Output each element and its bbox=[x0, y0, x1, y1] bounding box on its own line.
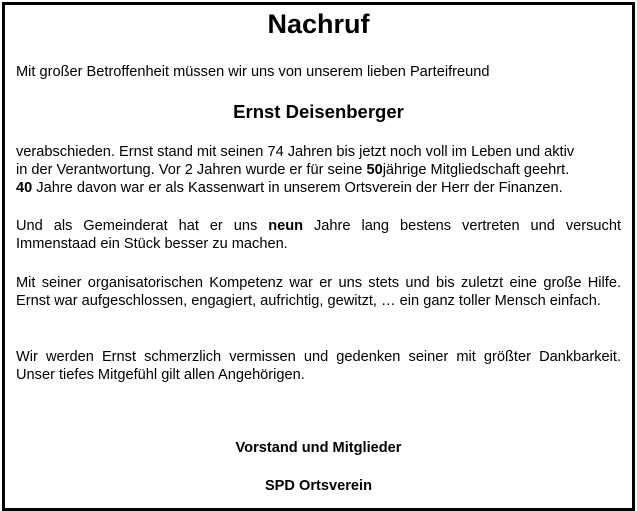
p2-text-b: Jahre lang bestens vertreten und versucht Immenstaad ein Stück besser zu machen. bbox=[16, 218, 621, 252]
paragraph-4: Wir werden Ernst schmerzlich vermissen und gedenken seiner mit größter Dankbarkeit. Unser tiefes Mitgefühl gilt allen Angehörigen. bbox=[16, 349, 621, 383]
p1-text-b: jährige Mitgliedschaft geehrt. bbox=[382, 162, 570, 178]
p1-text-a: in der Verantwortung. Vor 2 Jahren wurde er für seine bbox=[16, 162, 367, 178]
p1-bold-years: 50 bbox=[366, 162, 383, 178]
paragraph-1 bbox=[16, 143, 621, 197]
paragraph-2 bbox=[16, 217, 621, 253]
p2-text-a: Und als Gemeinderat hat er uns bbox=[16, 218, 269, 234]
p1-text-c: Jahre davon war er als Kassenwart in unserem Ortsverein der Herr der Finanzen. bbox=[32, 180, 563, 196]
paragraph-1-line-2 bbox=[16, 161, 621, 179]
paragraph-1-line-1: verabschieden. Ernst stand mit seinen 74 Jahren bis jetzt noch voll im Leben und aktiv bbox=[16, 144, 575, 160]
signature-board: Vorstand und Mitglieder bbox=[235, 440, 402, 456]
intro-text: Mit großer Betroffenheit müssen wir uns von unserem lieben Parteifreund bbox=[16, 64, 490, 80]
notice-title: Nachruf bbox=[267, 9, 370, 39]
signature-party: SPD Ortsverein bbox=[264, 478, 373, 494]
paragraph-3: Mit seiner organisatorischen Kompetenz war er uns stets und bis zuletzt eine große Hilfe. Ernst war aufgeschlossen, engagiert, aufrichtig, gewitzt, … ein ganz toller Mensch einfach. bbox=[16, 275, 621, 309]
p2-bold-neun: neun bbox=[268, 218, 304, 234]
paragraph-1-line-3 bbox=[16, 179, 621, 197]
p1-bold-forty: 40 bbox=[16, 180, 33, 196]
deceased-name: Ernst Deisenberger bbox=[233, 101, 404, 122]
